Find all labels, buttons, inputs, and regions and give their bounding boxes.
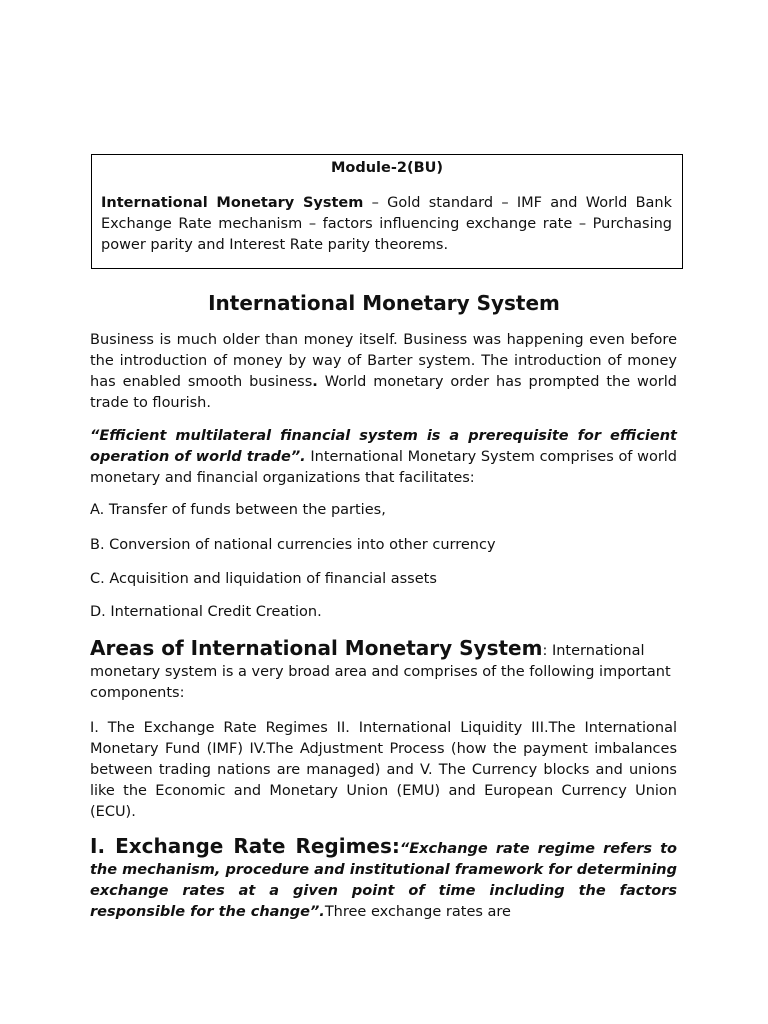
- regimes-text: Three exchange rates are: [324, 904, 511, 920]
- module-summary-box: [91, 154, 683, 269]
- section-areas: [90, 638, 677, 704]
- list-item: A. Transfer of funds between the parties,: [90, 502, 386, 518]
- paragraph-intro-text-b: World monetary order has prompted the world trade to flourish.: [90, 374, 677, 411]
- page-title: International Monetary System: [208, 291, 560, 315]
- paragraph-components: I. The Exchange Rate Regimes II. International Liquidity III.The International Monetary Fund (IMF) IV.The Adjustment Process (how the payment imbalances between trading nations are managed) and V. The Currency blocks and unions like the Economic and Monetary Union (EMU) and European Currency Union (ECU).: [90, 720, 677, 820]
- section-regimes: [90, 836, 677, 923]
- list-item: C. Acquisition and liquidation of financial assets: [90, 571, 437, 587]
- section-areas-text: International monetary system is a very broad area and comprises of the following important components:: [90, 643, 671, 701]
- module-lead: International Monetary System: [101, 195, 364, 211]
- paragraph-definition: [90, 426, 677, 489]
- paragraph-intro-period: .: [312, 374, 318, 390]
- module-topics: – Gold standard – IMF and World Bank Exchange Rate mechanism – factors influencing exchange rate – Purchasing power parity and Interest Rate parity theorems.: [101, 195, 672, 253]
- section-heading-colon: :: [542, 643, 548, 659]
- section-heading-areas: Areas of International Monetary System: [90, 636, 543, 660]
- module-title: Module-2(BU): [330, 160, 444, 176]
- paragraph-intro: [90, 330, 677, 414]
- list-item: B. Conversion of national currencies into other currency: [90, 537, 496, 553]
- list-item: D. International Credit Creation.: [90, 604, 322, 620]
- module-description: [101, 193, 672, 256]
- definition-quote: “Efficient multilateral financial system is a prerequisite for efficient operation of world trade”.: [90, 428, 677, 465]
- section-heading-regimes: I. Exchange Rate Regimes:: [90, 834, 400, 858]
- paragraph-intro-text-a: Business is much older than money itself. Business was happening even before the introduction of money by way of Barter system. The introduction of money has enabled smooth business: [90, 332, 677, 390]
- regimes-quote: “Exchange rate regime refers to the mechanism, procedure and institutional framework for determining exchange rates at a given point of time including the factors responsible for the change”.: [90, 841, 677, 920]
- definition-text: International Monetary System comprises of world monetary and financial organizations that facilitates:: [90, 449, 678, 486]
